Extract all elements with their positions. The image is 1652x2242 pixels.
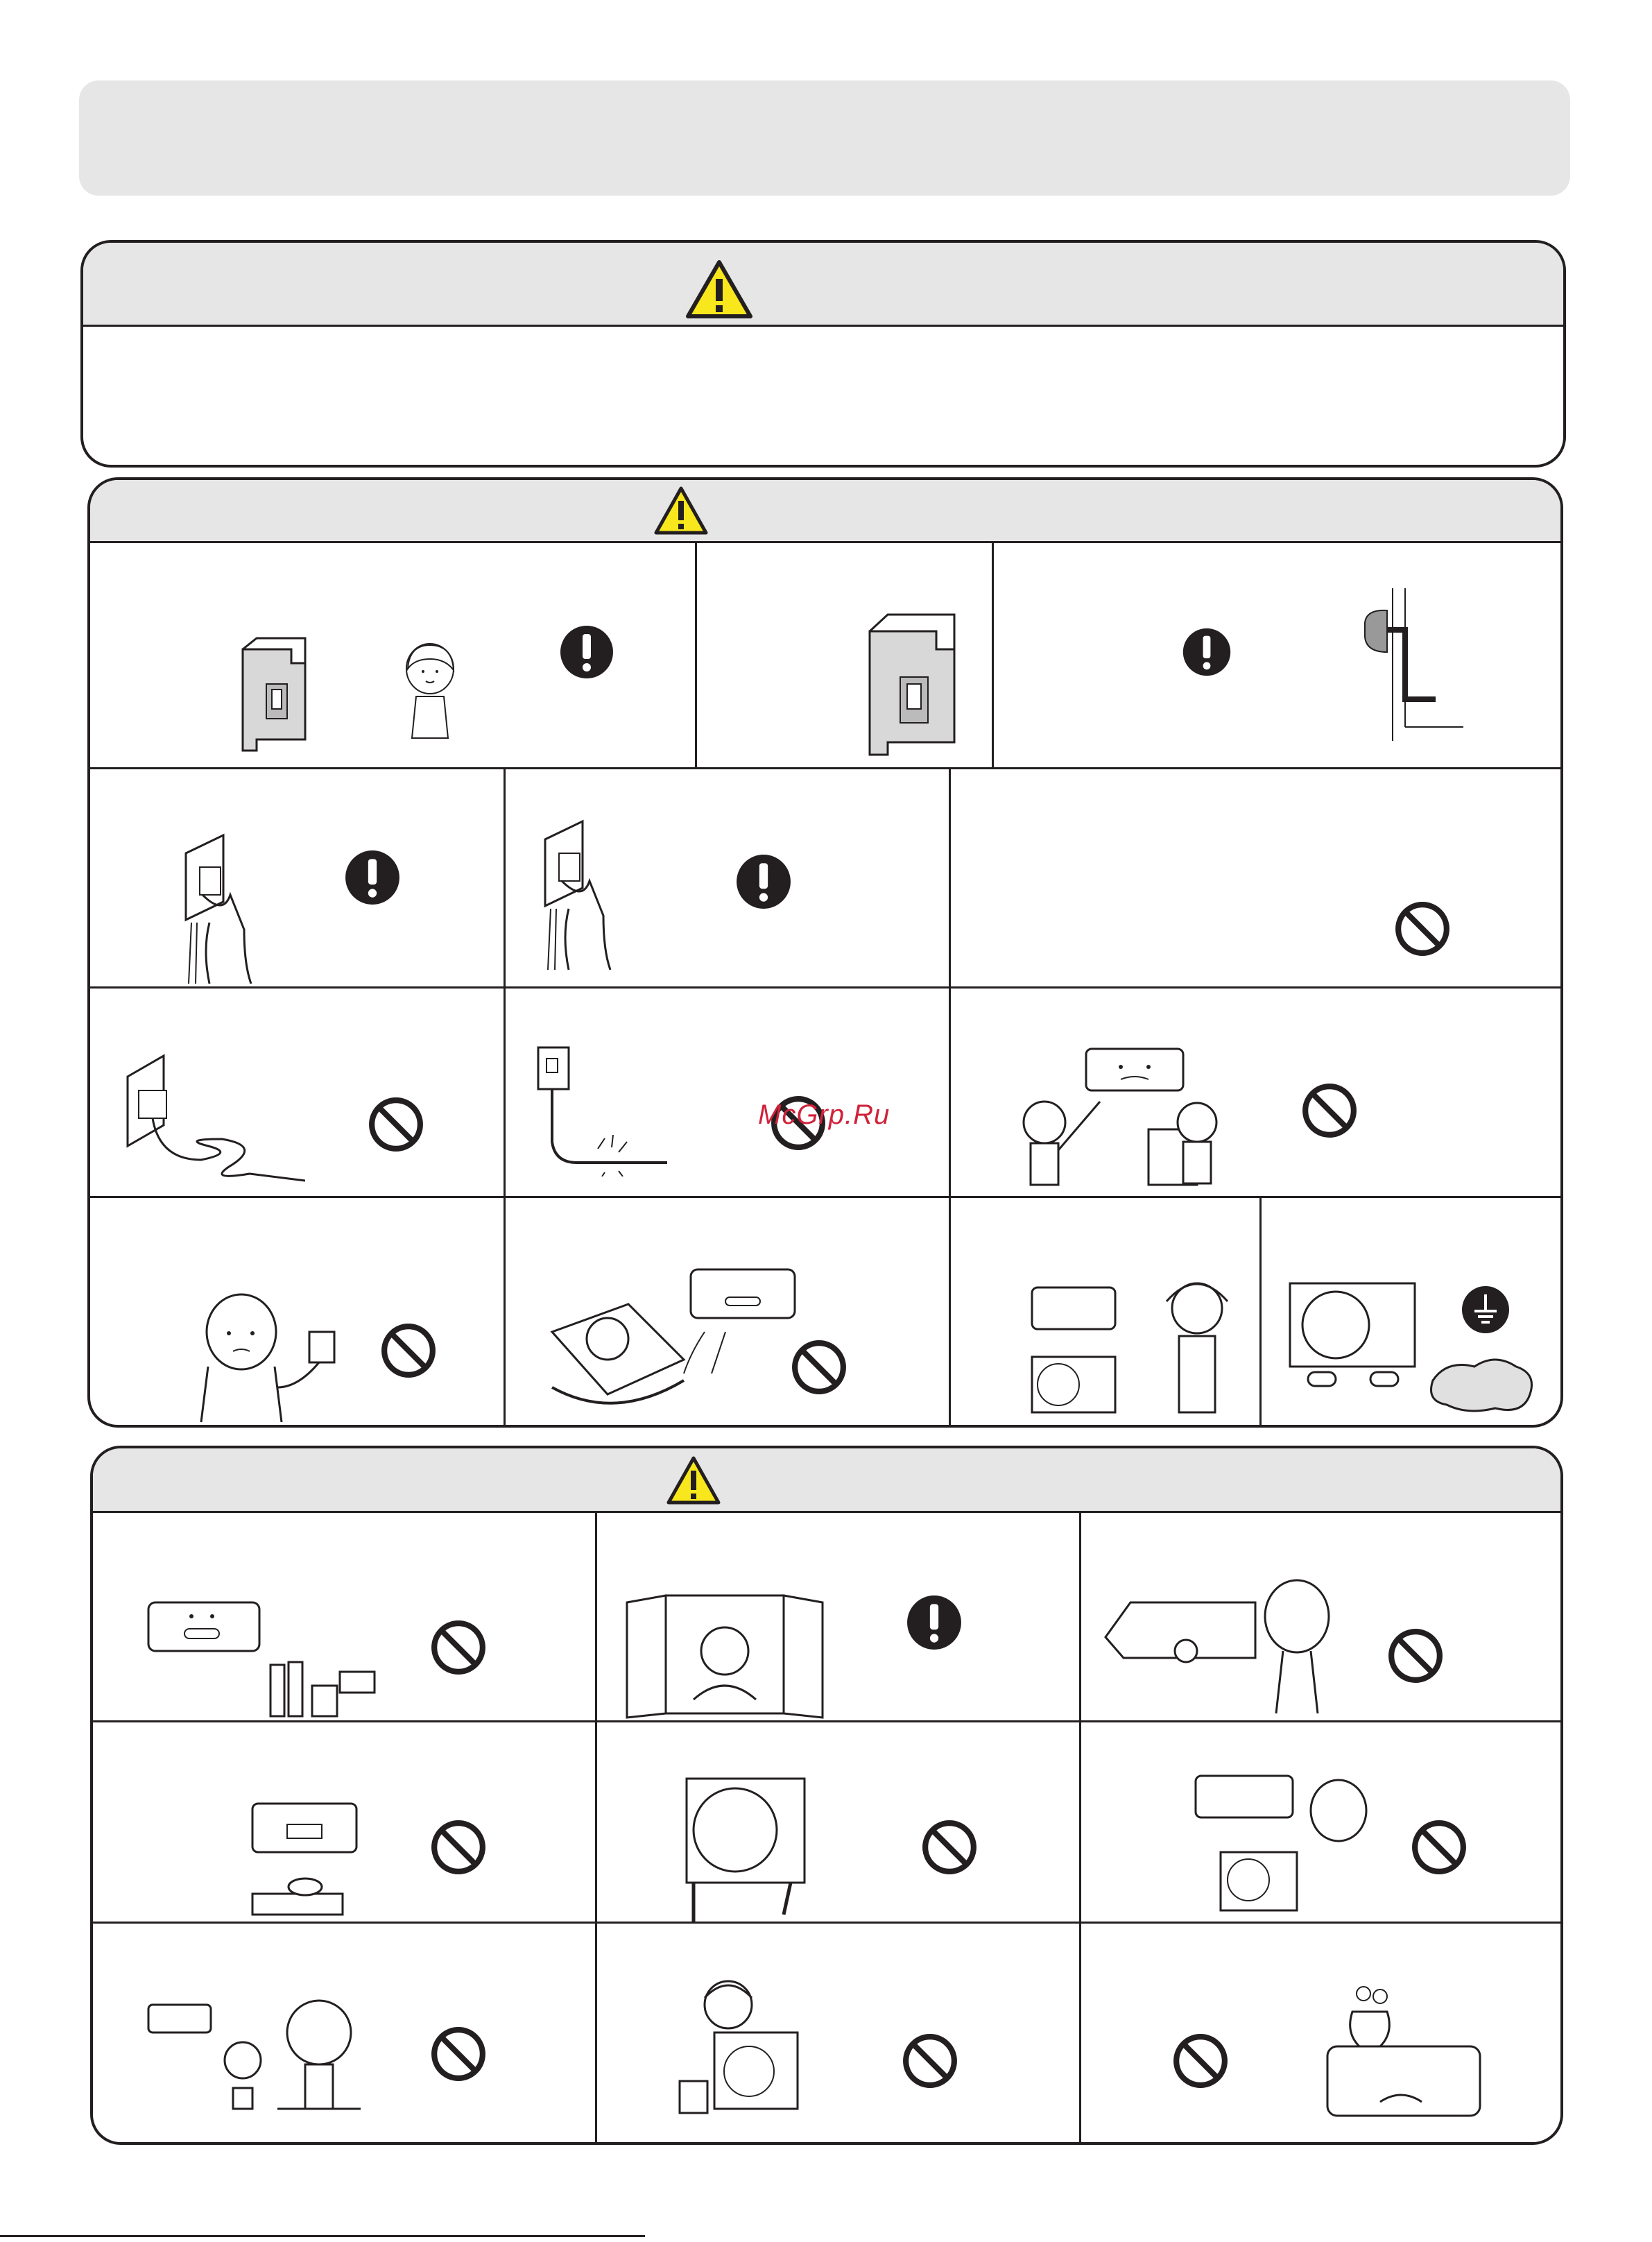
circuit-breaker-illustration [860,610,964,756]
no-symbol-icon [1172,2033,1229,2089]
page-title-bar [79,80,1570,196]
footer-rule [0,2235,645,2237]
unstable-stand-illustration [680,1776,811,1922]
no-symbol-icon [1394,900,1451,957]
no-symbol-icon [368,1096,424,1153]
unit-sneezing-girl-illustration [1193,1769,1373,1915]
child-touching-units-illustration [1031,1274,1253,1419]
plug-in-hand-illustration [182,825,265,985]
no-symbol-icon [430,1619,487,1676]
caution-header [93,1448,1560,1513]
no-symbol-icon [1301,1082,1358,1139]
warning-triangle-icon [666,1455,721,1505]
no-symbol-icon [1387,1627,1444,1684]
girl-on-phone-illustration [395,641,465,745]
outdoor-unit-grounding-illustration [1287,1276,1537,1415]
circuit-breaker-illustration [236,635,312,752]
no-symbol-icon [430,2026,487,2082]
girl-at-outlet-illustration [187,1290,340,1422]
coiled-cord-illustration [125,1049,305,1188]
no-symbol-icon [1411,1819,1468,1876]
exclamation-circle-icon [1182,627,1232,677]
no-symbol-icon [902,2033,958,2089]
exclamation-circle-icon [559,624,614,680]
warning-triangle-icon [685,259,753,319]
exclamation-circle-icon [735,853,792,910]
plug-in-hand-illustration [541,812,624,971]
watermark: McGrp.Ru [758,1099,890,1130]
wall-pipe-illustration [1345,588,1463,741]
kids-poking-unit-illustration [1010,1046,1253,1199]
warning-header [90,480,1560,543]
unit-over-stove-illustration [250,1783,361,1922]
no-symbol-icon [921,1819,978,1876]
child-climbing-unit-illustration [666,1977,805,2116]
baby-cradle-illustration [545,1263,823,1422]
no-symbol-icon [430,1819,487,1876]
safety-notice-header [83,243,1563,327]
warning-triangle-icon [653,486,709,536]
open-window-illustration [624,1589,825,1720]
vase-on-unit-illustration [1325,1984,1484,2123]
safety-notice-panel [80,240,1566,468]
exclamation-circle-icon [344,849,401,906]
damaged-cord-illustration [535,1045,667,1176]
no-symbol-icon [380,1322,437,1379]
indoor-unit-food-illustration [146,1595,381,1720]
unit-near-plants-illustration [146,1998,368,2116]
exclamation-circle-icon [906,1594,963,1651]
girl-opening-unit-illustration [1103,1575,1359,1720]
